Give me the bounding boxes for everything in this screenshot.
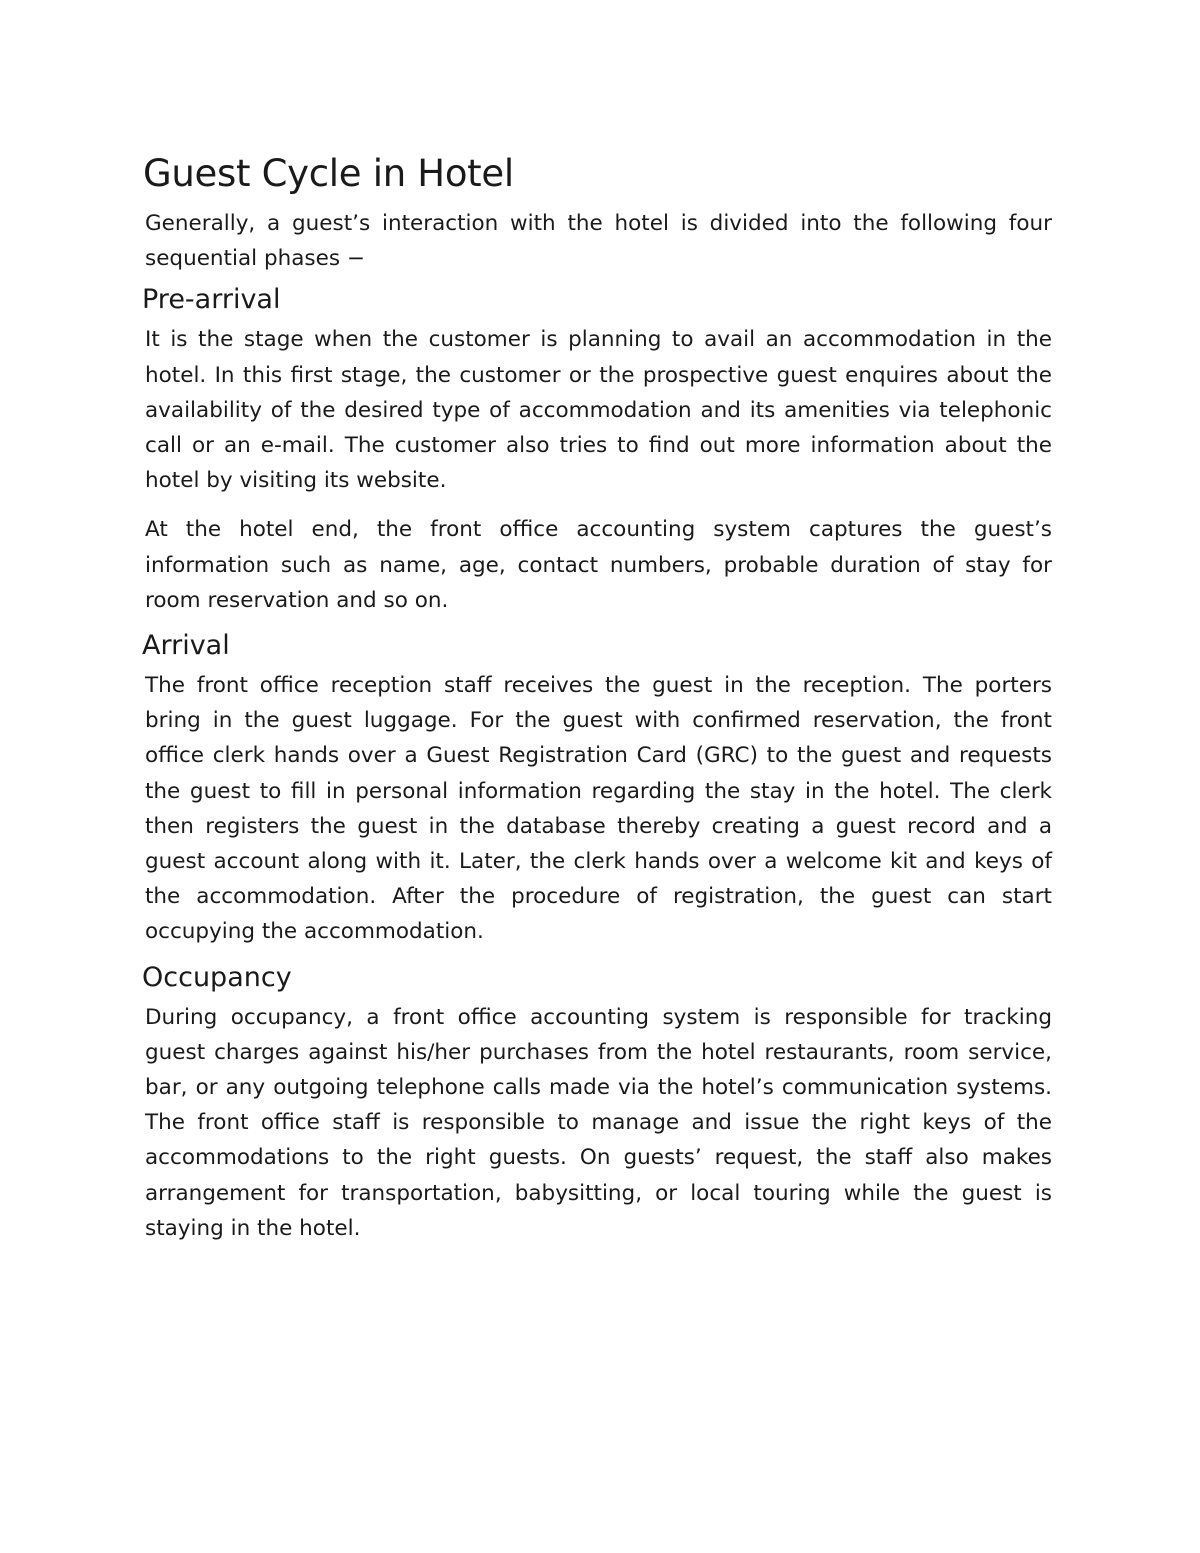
pre-arrival-paragraph-2: At the hotel end, the front office accounting system captures the guest’s information such as name, age, contact numbers, probable duration of stay for room reservation and so on. <box>145 517 1052 613</box>
pre-arrival-paragraph-1: It is the stage when the customer is planning to avail an accommodation in the hotel. In this first stage, the customer or the prospective guest enquires about the availability of the desired type of accommodation and its amenities via telephonic call or an e-mail. The customer also tries to find out more information about the hotel by visiting its website. <box>145 327 1052 494</box>
section-heading-occupancy: Occupancy <box>142 961 292 993</box>
section-heading-arrival: Arrival <box>142 630 230 662</box>
occupancy-paragraph-1: During occupancy, a front office accounting system is responsible for tracking guest charges against his/her purchases from the hotel restaurants, room service, bar, or any outgoing telephone calls made via the hotel’s communication systems. The front office staff is responsible to manage and issue the right keys of the accommodations to the right guests. On guests’ request, the staff also makes arrangement for transportation, babysitting, or local touring while the guest is staying in the hotel. <box>145 1004 1052 1241</box>
document-title: Guest Cycle in Hotel <box>143 152 514 195</box>
intro-paragraph: Generally, a guest’s interaction with the hotel is divided into the following four sequential phases − <box>145 211 1052 272</box>
arrival-paragraph-1: The front office reception staff receives the guest in the reception. The porters bring in the guest luggage. For the guest with confirmed reservation, the front office clerk hands over a Guest Registration Card (GRC) to the guest and requests the guest to fill in personal information regarding the stay in the hotel. The clerk then registers the guest in the database thereby creating a guest record and a guest account along with it. Later, the clerk hands over a welcome kit and keys of the accommodation. After the procedure of registration, the guest can start occupying the accommodation. <box>145 673 1052 945</box>
document-page <box>142 150 1052 1260</box>
section-heading-pre-arrival: Pre-arrival <box>142 284 281 316</box>
